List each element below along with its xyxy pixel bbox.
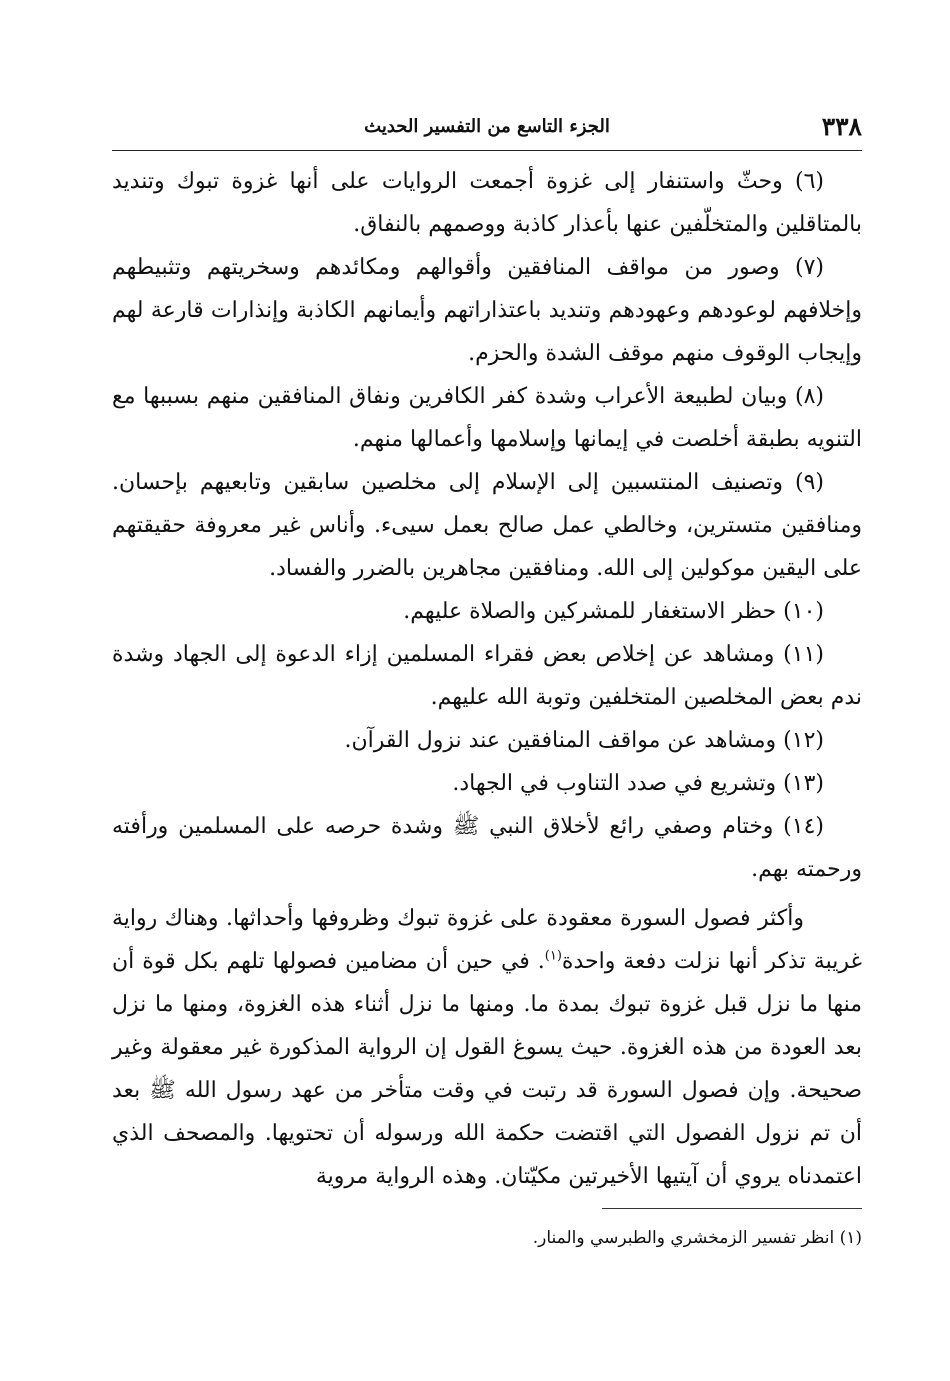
header-rule xyxy=(112,150,862,151)
footnote: (١) انظر تفسير الزمخشري والطبرسي والمنار. xyxy=(532,1228,862,1248)
list-item: (٩) وتصنيف المنتسبين إلى الإسلام إلى مخلصين سابقين وتابعيهم بإحسان. ومنافقين متسترين، وخالطي عمل صالح بعمل سيىء. وأناس غير معروفة حقيقتهم على اليقين موكولين إلى الله. ومنافقين مجاهرين بالضرر والفساد. xyxy=(112,470,862,581)
list-item: (١٢) ومشاهد عن مواقف المنافقين عند نزول القرآن. xyxy=(344,728,824,753)
page-header xyxy=(112,108,862,148)
list-item: (١١) ومشاهد عن إخلاص بعض فقراء المسلمين إزاء الدعوة إلى الجهاد وشدة ندم بعض المخلصين المتخلفين وتوبة الله عليهم. xyxy=(112,642,862,710)
list-item: (٧) وصور من مواقف المنافقين وأقوالهم ومكائدهم وسخريتهم وتثبيطهم وإخلافهم لوعودهم وعهودهم وتنديد باعتذاراتهم وأيمانهم الكاذبة وإنذارات قارعة لهم وإيجاب الوقوف منهم موقف الشدة والحزم. xyxy=(112,255,862,366)
body-text-end: . في حين أن مضامين فصولها تلهم بكل قوة أن منها ما نزل قبل غزوة تبوك بمدة ما. ومنها ما نزل أثناء هذه الغزوة، ومنها ما نزل بعد العودة من هذه الغزوة. حيث يسوغ القول إن الرواية المذكورة غير معقولة وغير صحيحة. وإن فصول السورة قد رتبت في وقت متأخر من عهد رسول الله ﷺ بعد أن تم نزول الفصول التي اقتضت حكمة الله ورسوله أن تحتويها. والمصحف الذي اعتمدناه يروي أن آيتيها الأخيرتين مكيّتان. وهذه الرواية مروية xyxy=(112,949,862,1189)
body-paragraph xyxy=(112,897,862,1198)
list-item: (١٠) حظر الاستغفار للمشركين والصلاة عليهم. xyxy=(403,599,824,624)
footnote-rule xyxy=(602,1208,862,1209)
list-item: (١٣) وتشريع في صدد التناوب في الجهاد. xyxy=(452,771,824,796)
list-item: (٨) وبيان لطبيعة الأعراب وشدة كفر الكافرين ونفاق المنافقين منهم بسببها مع التنويه بطبقة أخلصت في إيمانها وإسلامها وأعمالها منهم. xyxy=(112,384,862,452)
running-title: الجزء التاسع من التفسير الحديث xyxy=(364,116,610,137)
page-number: ٣٣٨ xyxy=(821,112,862,141)
body-text-start: وأكثر فصول السورة معقودة على غزوة تبوك وظروفها وأحداثها. وهناك رواية غريبة تذكر أنها نزلت دفعة واحدة xyxy=(112,906,862,974)
main-text xyxy=(112,160,862,1198)
list-item: (٦) وحثّ واستنفار إلى غزوة أجمعت الروايات على أنها غزوة تبوك وتنديد بالمتاقلين والمتخلّفين عنها بأعذار كاذبة ووصمهم بالنفاق. xyxy=(112,169,862,237)
list-item: (١٤) وختام وصفي رائع لأخلاق النبي ﷺ وشدة حرصه على المسلمين ورأفته ورحمته بهم. xyxy=(112,814,862,882)
footnote-reference[interactable]: (١) xyxy=(544,948,562,964)
